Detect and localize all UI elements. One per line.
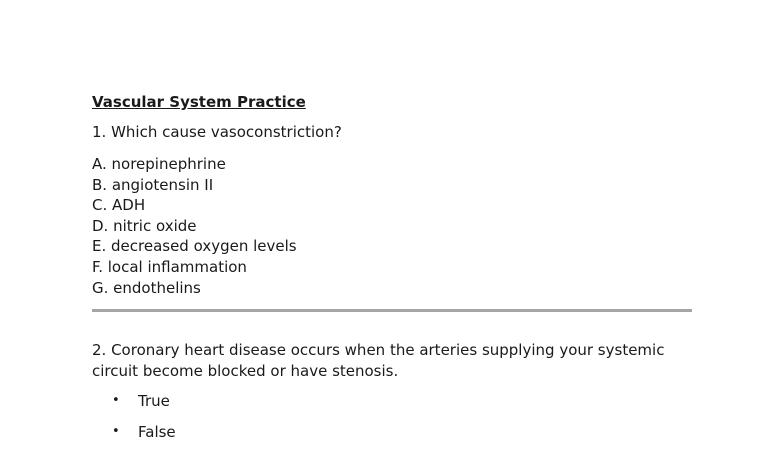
option-true: True — [138, 392, 170, 411]
document-page — [92, 92, 692, 453]
question-2-options — [92, 391, 692, 442]
option-d: D. nitric oxide — [92, 216, 197, 235]
option-false: False — [138, 423, 176, 442]
bullet-icon: • — [112, 424, 120, 440]
option-c: C. ADH — [92, 196, 146, 215]
list-item — [92, 422, 692, 442]
question-1-options — [92, 154, 692, 298]
list-item — [92, 391, 692, 411]
option-b: B. angiotensin II — [92, 175, 214, 194]
question-1-prompt: 1. Which cause vasoconstriction? — [92, 123, 342, 141]
option-f: F. local inflammation — [92, 257, 247, 276]
bullet-icon: • — [112, 393, 120, 409]
option-g: G. endothelins — [92, 278, 201, 297]
option-e: E. decreased oxygen levels — [92, 237, 297, 256]
section-divider — [92, 309, 692, 312]
option-a: A. norepinephrine — [92, 155, 226, 173]
document-title: Vascular System Practice — [92, 93, 306, 111]
question-2-prompt: 2. Coronary heart disease occurs when the arteries supplying your systemic circuit become blocked or have stenosis. — [92, 341, 665, 380]
